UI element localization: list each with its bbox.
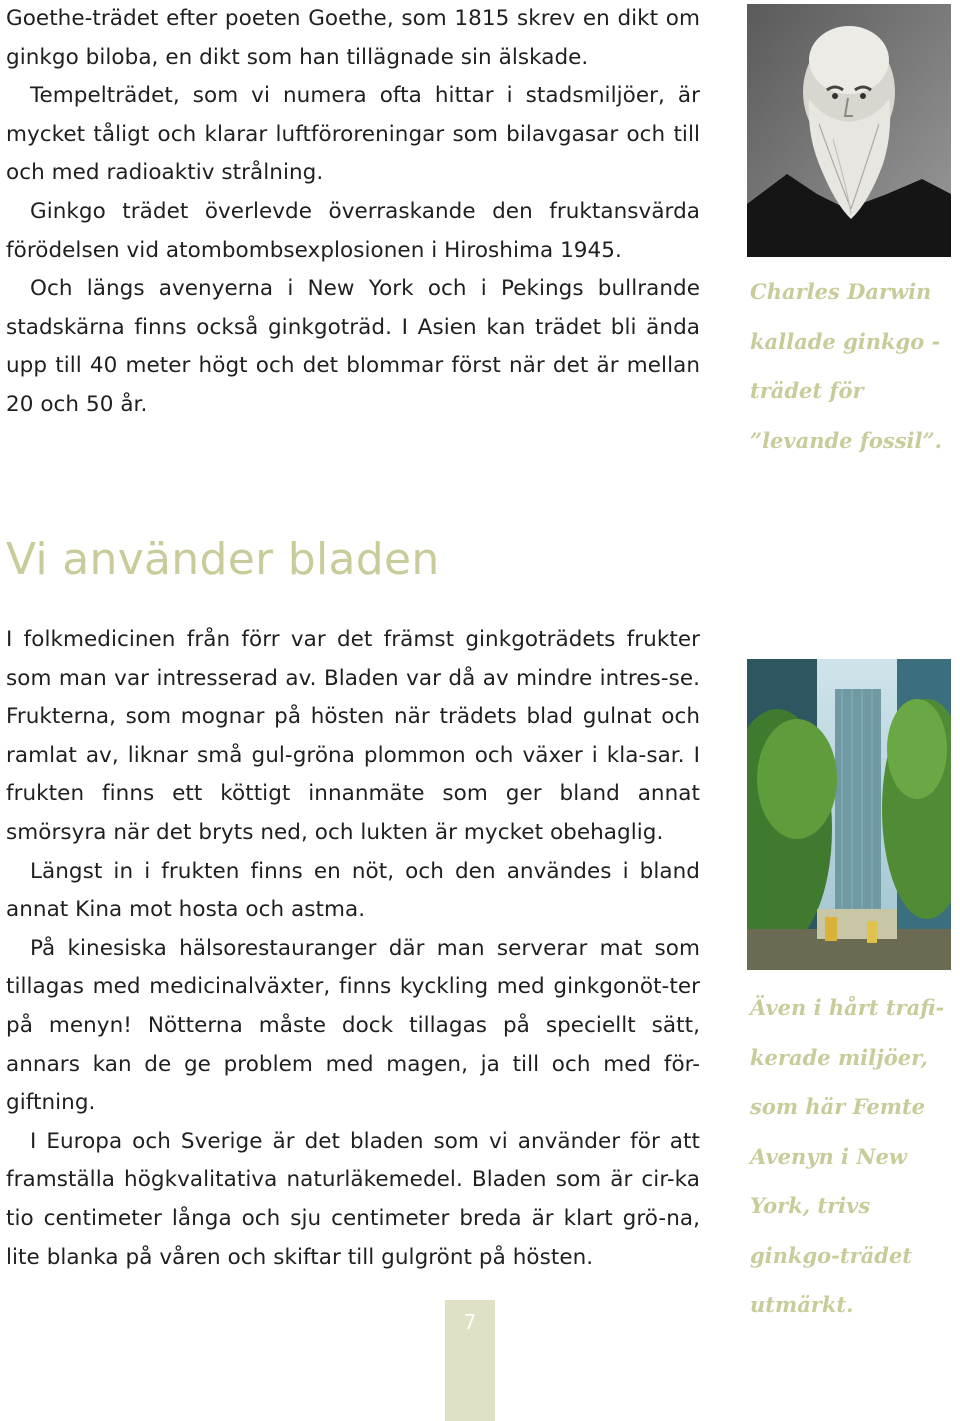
paragraph-restauranger: På kinesiska hälsorestauranger där man serverar mat som tillagas med medicinalväxter, finns kyckling med ginkgonöt-ter på menyn! Nötterna måste dock tillagas på speciellt sätt, annars kan de ge problem med magen, ja till och med för-giftning. [6, 935, 700, 1116]
paragraph-tempeltradet: Tempelträdet, som vi numera ofta hittar i stadsmiljöer, är mycket tåligt och klarar luftföroreningar som bilavgasar och till och med radioaktiv strålning. [6, 83, 700, 186]
main-text-column [6, 621, 700, 1277]
avenue-caption: Även i hårt trafi-kerade miljöer, som här Femte Avenyn i New York, trivs ginkgo-trädet utmärkt. [750, 995, 945, 1317]
intro-text-column [6, 0, 700, 425]
darwin-caption: Charles Darwin kallade ginkgo - trädet för ”levande fossil”. [750, 279, 942, 453]
paragraph-new-york: Och längs avenyerna i New York och i Pekings bullrande stadskärna finns också ginkgoträd. I Asien kan trädet bli ända upp till 40 meter högt och det blommar först när det är mellan 20 och 50 år. [6, 276, 700, 417]
section-heading: Vi använder bladen [6, 534, 440, 585]
page-number-box [445, 1300, 495, 1421]
paragraph-not: Längst in i frukten finns en nöt, och den användes i bland annat Kina mot hosta och astma. [6, 858, 700, 923]
paragraph-europa: I Europa och Sverige är det bladen som vi använder för att framställa högkvalitativa naturläkemedel. Bladen som är cir-ka tio centimeter långa och sju centimeter breda är klart grö-na, lite blanka på våren och skiftar till gulgrönt på hösten. [6, 1128, 700, 1270]
paragraph-goethe: Goethe-trädet efter poeten Goethe, som 1815 skrev en dikt om ginkgo biloba, en dikt som han tillägnade sin älskade. [6, 6, 700, 70]
paragraph-hiroshima: Ginkgo trädet överlevde överraskande den fruktansvärda förödelsen vid atombombsexplosionen i Hiroshima 1945. [6, 198, 700, 263]
page-number: 7 [463, 1310, 477, 1334]
paragraph-folkmedicin: I folkmedicinen från förr var det främst ginkgoträdets frukter som man var intresserad av. Bladen var då av mindre intres-se. Frukterna, som mognar på hösten när trädets blad gulnat och ramlat av, liknar små gul-gröna plommon och växer i kla-sar. I frukten finns ett köttigt innanmäte som ger bland annat smörsyra när det bryts ned, och lukten är mycket obehaglig. [6, 627, 700, 845]
darwin-portrait-photo [747, 4, 951, 257]
fifth-avenue-photo [747, 659, 951, 970]
